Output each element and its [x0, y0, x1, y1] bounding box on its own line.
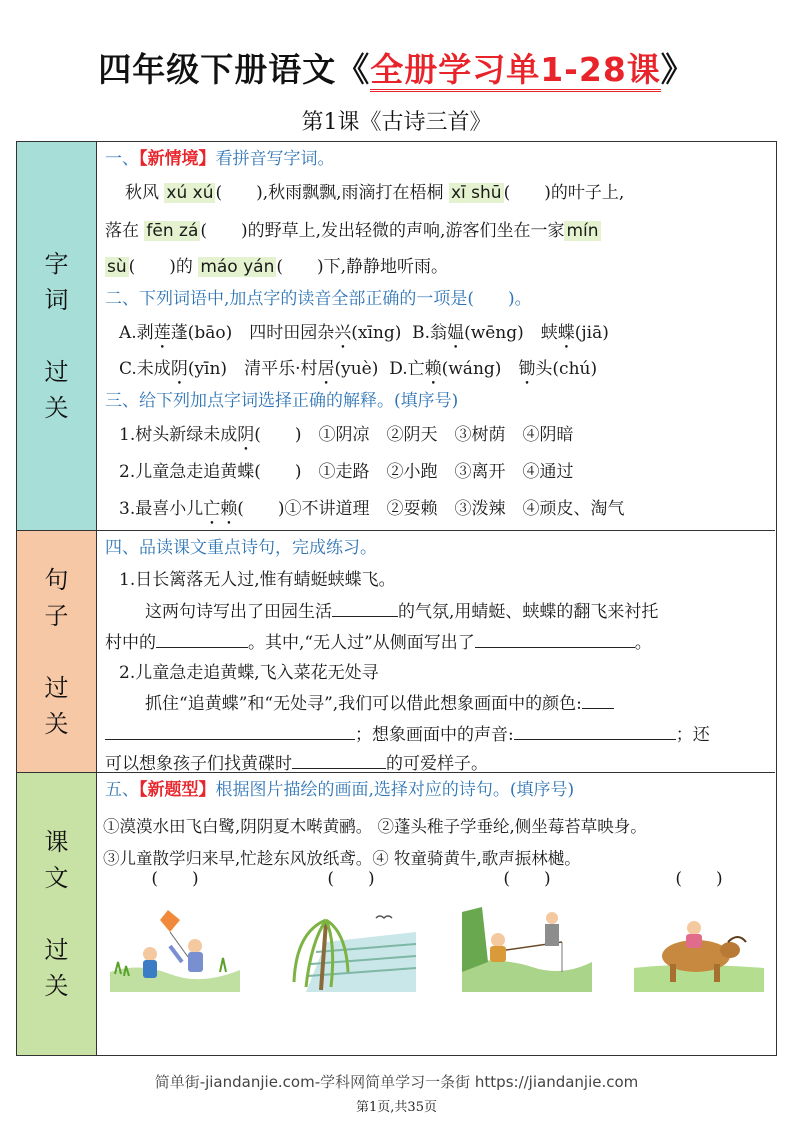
question-5-heading: 五、【新题型】根据图片描绘的画面,选择对应的诗句。(填序号) — [105, 780, 575, 800]
poem-line-1: 1.日长篱落无人过,惟有蜻蜓蛱蝶飞。 — [119, 570, 396, 590]
question-3-heading: 三、给下列加点字词选择正确的解释。(填序号) — [105, 391, 459, 411]
label-line: 过关 — [44, 358, 69, 422]
question-1-line-1: 秋风 xú xú ( ),秋雨飘飘,雨滴打在梧桐 xī shū ( )的叶子上, — [125, 183, 625, 203]
question-4-text-5: 可以想象孩子们找黄碟时 的可爱样子。 — [105, 751, 488, 776]
section-label-juzi — [17, 531, 97, 772]
paddy-field-willow-illustration — [286, 902, 416, 992]
answer-paren-1[interactable]: ( ) — [151, 869, 199, 889]
pinyin-box: sù — [107, 257, 127, 277]
section-label-kewen — [17, 773, 97, 1055]
lesson-subtitle: 第1课《古诗三首》 — [301, 110, 492, 135]
cowherd-buffalo-illustration — [634, 902, 764, 992]
pinyin-box: mín — [566, 221, 599, 241]
fishing-child-illustration — [462, 902, 592, 992]
title-prefix: 四年级下册语文《 — [98, 50, 371, 89]
kite-children-illustration — [110, 902, 240, 992]
page-title — [0, 44, 793, 91]
question-3-item-1: 1.树头新绿未成阴( ) ①阴凉 ②阴天 ③树荫 ④阴暗 — [119, 425, 574, 445]
poem-options-line-1: ①漠漠水田飞白鹭,阴阴夏木啭黄鹂。 ②蓬头稚子学垂纶,侧坐莓苔草映身。 — [103, 817, 647, 836]
question-4-text-2: 村中的 。其中,“无人过”从侧面写出了 。 — [105, 630, 652, 655]
label-line: 课文 — [44, 828, 69, 892]
section-label-ciyu — [17, 142, 97, 530]
section-ciyu — [17, 142, 775, 531]
question-2-options-cd: C.未成阴(yīn) 清平乐·村居(yuè) D.亡赖(wáng) 锄头(chú) — [119, 359, 598, 379]
footer-site: 简单街-jiandanjie.com-学科网简单学习一条街 https://jiandanjie.com — [154, 1073, 639, 1091]
question-3-item-3: 3.最喜小儿亡赖( )①不讲道理 ②耍赖 ③泼辣 ④顽皮、淘气 — [119, 499, 625, 519]
section-content-juzi — [97, 531, 775, 772]
question-4-text-3: 抓住“追黄蝶”和“无处寻”,我们可以借此想象画面中的颜色: — [145, 691, 614, 716]
label-line: 过关 — [44, 673, 69, 738]
question-3-item-2: 2.儿童急走追黄蝶( ) ①走路 ②小跑 ③离开 ④通过 — [119, 462, 574, 482]
question-2-heading: 二、下列词语中,加点字的读音全部正确的一项是( )。 — [105, 289, 532, 309]
answer-blank[interactable] — [475, 630, 635, 648]
answer-blank[interactable] — [156, 630, 248, 648]
question-2-options-ab: A.剥莲蓬(bāo) 四时田园杂兴(xīng) B.翁媪(wēng) 蛱蝶(jiā) — [119, 323, 609, 343]
answer-blank[interactable] — [582, 691, 614, 709]
title-suffix: 》 — [660, 50, 695, 89]
question-1-line-2: 落在 fēn zá ( )的野草上,发出轻微的声响,游客们坐在一家 mín — [105, 221, 599, 241]
question-4-heading: 四、品读课文重点诗句，完成练习。 — [105, 538, 377, 558]
page-number: 第1页,共35页 — [356, 1100, 437, 1115]
pinyin-box: máo yán — [200, 257, 275, 277]
question-4-text-1: 这两句诗写出了田园生活 的气氛,用蜻蜓、蛱蝶的翻飞来衬托 — [145, 599, 658, 624]
pinyin-box: xī shū — [450, 183, 502, 203]
question-1-heading: 一、【新情境】看拼音写字词。 — [105, 149, 335, 169]
answer-blank[interactable] — [514, 722, 676, 740]
answer-paren-4[interactable]: ( ) — [675, 869, 723, 889]
answer-blank[interactable] — [292, 751, 386, 769]
pinyin-box: fēn zá — [146, 221, 199, 241]
section-juzi — [17, 531, 775, 773]
poem-line-2: 2.儿童急走追黄蝶,飞入菜花无处寻 — [119, 663, 379, 683]
label-line: 字词 — [44, 250, 69, 314]
answer-blank[interactable] — [332, 599, 398, 617]
answer-paren-3[interactable]: ( ) — [503, 869, 551, 889]
question-1-line-3: sù ( )的 máo yán ( )下,静静地听雨。 — [107, 257, 449, 277]
title-highlight: 全册学习单1-28课 — [370, 50, 661, 92]
poem-options-line-2: ③儿童散学归来早,忙趁东风放纸鸢。④ 牧童骑黄牛,歌声振林樾。 — [103, 849, 581, 868]
section-content-ciyu — [97, 142, 775, 530]
answer-paren-2[interactable]: ( ) — [327, 869, 375, 889]
label-line: 过关 — [44, 936, 69, 1000]
answer-blank[interactable] — [105, 722, 355, 740]
pinyin-box: xú xú — [166, 183, 214, 203]
label-line: 句子 — [44, 565, 69, 630]
question-4-text-4: ；想象画面中的声音: ；还 — [105, 722, 710, 747]
